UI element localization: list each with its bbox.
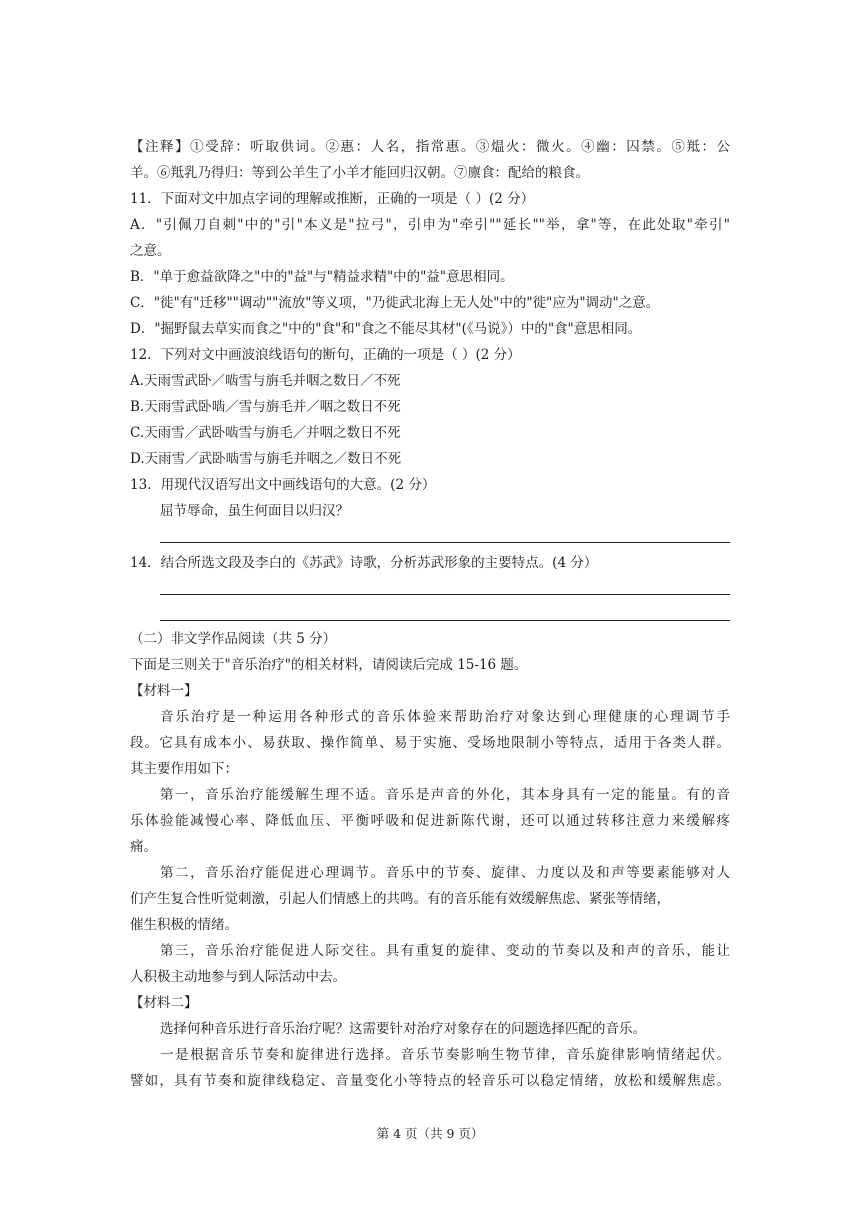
material-2-heading: 【材料二】 <box>130 995 198 1011</box>
material-1-text-line: 音乐治疗是一种运用各种形式的音乐体验来帮助治疗对象达到心理健康的心理调节手 <box>160 709 730 725</box>
material-2-text-line: 选择何种音乐进行音乐治疗呢？这需要针对治疗对象存在的问题选择匹配的音乐。 <box>160 1021 646 1037</box>
answer-line[interactable] <box>160 594 730 595</box>
question-11-stem: 11．下面对文中加点字词的理解或推断，正确的一项是（ ）(2 分） <box>130 191 535 207</box>
notes-line-2: 羊。⑥羝乳乃得归：等到公羊生了小羊才能回归汉朝。⑦廪食：配给的粮食。 <box>130 165 589 181</box>
material-1-text-line: 第三，音乐治疗能促进人际交往。具有重复的旋律、变动的节奏以及和声的音乐，能让 <box>160 943 730 959</box>
material-1-text-line: 乐体验能减慢心率、降低血压、平衡呼吸和促进新陈代谢，还可以通过转移注意力来缓解疼 <box>130 813 730 829</box>
question-14-stem: 14．结合所选文段及李白的《苏武》诗歌，分析苏武形象的主要特点。(4 分） <box>130 555 598 571</box>
answer-line[interactable] <box>160 542 730 543</box>
material-1-text-line: 其主要作用如下： <box>130 761 238 777</box>
material-1-text-line: 段。它具有成本小、易获取、操作简单、易于实施、受场地限制小等特点，适用于各类人群。 <box>130 735 730 751</box>
material-1-text-line: 痛。 <box>130 839 157 855</box>
material-1-text-line: 人积极主动地参与到人际活动中去。 <box>130 969 346 985</box>
notes-line-1: 【注释】①受辞：听取供词。②惠：人名，指常惠。③煴火：微火。④幽：囚禁。⑤羝：公 <box>130 139 730 155</box>
question-12-option-c: C.天雨雪／武卧啮雪与旃毛／并咽之数日不死 <box>130 425 401 441</box>
question-12-stem: 12．下列对文中画波浪线语句的断句，正确的一项是（ ）(2 分） <box>130 347 521 363</box>
question-12-option-b: B.天雨雪武卧啮／雪与旃毛并／咽之数日不死 <box>130 399 401 415</box>
question-11-option-d: D．"掘野鼠去草实而食之"中的"食"和"食之不能尽其材"(《马说》）中的"食"意思相同。 <box>130 321 642 337</box>
material-2-text-line: 一是根据音乐节奏和旋律进行选择。音乐节奏影响生物节律，音乐旋律影响情绪起伏。 <box>160 1047 730 1063</box>
page-number: 第 4 页（共 9 页） <box>376 1126 484 1141</box>
material-1-heading: 【材料一】 <box>130 683 198 699</box>
section-intro: 下面是三则关于"音乐治疗"的相关材料，请阅读后完成 15-16 题。 <box>130 657 528 673</box>
material-2-text-line: 譬如，具有节奏和旋律线稳定、音量变化小等特点的轻音乐可以稳定情绪，放松和缓解焦虑。 <box>130 1073 730 1089</box>
question-11-option-a-line-1: A．"引佩刀自刺"中的"引"本义是"拉弓"，引申为"牵引""延长""举，拿"等，在此处取"牵引" <box>130 217 730 233</box>
question-12-option-a: A.天雨雪武卧／啮雪与旃毛并咽之数日／不死 <box>130 373 401 389</box>
material-1-text-line: 催生积极的情绪。 <box>130 917 238 933</box>
question-12-option-d: D.天雨雪／武卧啮雪与旃毛并咽之／数日不死 <box>130 451 402 467</box>
question-11-option-b: B．"单于愈益欲降之"中的"益"与"精益求精"中的"益"意思相同。 <box>130 269 514 285</box>
question-11-option-a-line-2: 之意。 <box>130 243 171 259</box>
material-1-text-line: 们产生复合性听觉刺激，引起人们情感上的共鸣。有的音乐能有效缓解焦虑、紧张等情绪， <box>130 891 670 907</box>
question-13-quote: 屈节辱命，虽生何面目以归汉？ <box>160 503 349 519</box>
section-heading: （二）非文学作品阅读（共 5 分） <box>130 631 337 647</box>
answer-line[interactable] <box>160 620 730 621</box>
material-1-text-line: 第二，音乐治疗能促进心理调节。音乐中的节奏、旋律、力度以及和声等要素能够对人 <box>160 865 730 881</box>
question-11-option-c: C．"徙"有"迁移""调动""流放"等义项，"乃徙武北海上无人处"中的"徙"应为"调动"之意。 <box>130 295 660 311</box>
material-1-text-line: 第一，音乐治疗能缓解生理不适。音乐是声音的外化，其本身具有一定的能量。有的音 <box>160 787 730 803</box>
question-13-stem: 13．用现代汉语写出文中画线语句的大意。(2 分） <box>130 477 436 493</box>
